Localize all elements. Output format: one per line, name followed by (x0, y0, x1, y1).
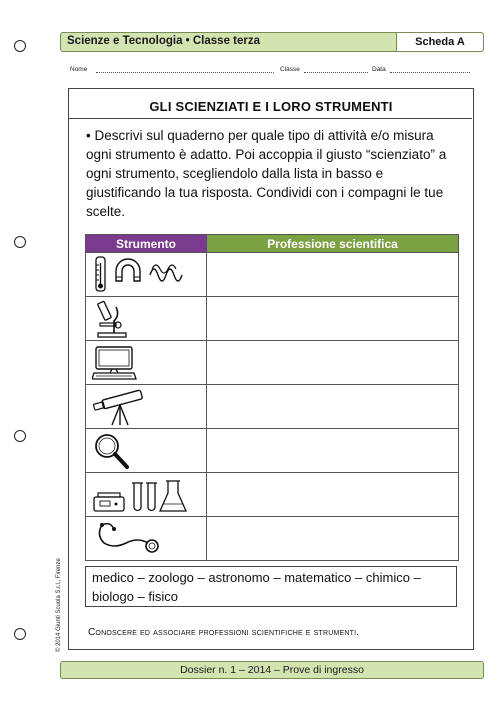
data-field[interactable] (390, 72, 470, 73)
competence-note: Conoscere ed associare professioni scientifiche e strumenti. (88, 627, 360, 638)
binder-hole-3 (14, 430, 26, 442)
instrument-cell (86, 297, 207, 341)
profession-answer-cell[interactable] (207, 473, 459, 517)
binder-hole-1 (14, 40, 26, 52)
telescope-icon (92, 387, 148, 427)
table-row (86, 341, 459, 385)
instrument-cell (86, 253, 207, 297)
worksheet-title: GLI SCIENZIATI E I LORO STRUMENTI (149, 99, 393, 114)
table-row (86, 473, 459, 517)
magnifying-glass-icon (92, 431, 132, 471)
table-header-row (86, 235, 459, 253)
profession-answer-cell[interactable] (207, 517, 459, 561)
computer-icon (92, 343, 138, 383)
binder-hole-2 (14, 236, 26, 248)
thermometer-magnet-spring-icon (92, 255, 192, 295)
profession-answer-cell[interactable] (207, 253, 459, 297)
table-row (86, 253, 459, 297)
page-header (60, 32, 484, 52)
title-divider (68, 118, 472, 119)
classe-field[interactable] (304, 72, 368, 73)
instrument-cell (86, 341, 207, 385)
profession-answer-cell[interactable] (207, 385, 459, 429)
instrument-cell (86, 385, 207, 429)
instrument-cell (86, 429, 207, 473)
instrument-cell (86, 517, 207, 561)
data-label: Data (372, 66, 386, 73)
instructions-text: • Descrivi sul quaderno per quale tipo di attività e/o misura ogni strumento è adatto. Poi accoppia il giusto “scienziato” a ogni strumento, scegliendolo dalla lista in basso e giustificando la tua risposta. Condividi con i compagni le tue scelte. (86, 128, 447, 219)
profession-answer-cell[interactable] (207, 341, 459, 385)
subject-label: Scienze e Tecnologia • Classe terza (67, 35, 261, 47)
instrument-cell (86, 473, 207, 517)
instrument-table (85, 234, 459, 561)
classe-label: Classe (280, 66, 300, 73)
nome-field[interactable] (96, 72, 274, 73)
profession-answer-cell[interactable] (207, 297, 459, 341)
binder-hole-4 (14, 628, 26, 640)
column-header-strumento: Strumento (86, 235, 207, 253)
copyright-notice: © 2014 Giunti Scuola S.r.l., Firenze (56, 558, 62, 652)
scale-test-tubes-flask-icon (92, 475, 192, 515)
table-row (86, 297, 459, 341)
profession-word-list: medico – zoologo – astronomo – matematico – chimico – biologo – fisico (85, 566, 457, 607)
nome-label: Nome (70, 66, 88, 73)
scheda-label: Scheda A (396, 33, 483, 51)
page-footer: Dossier n. 1 – 2014 – Prove di ingresso (60, 661, 484, 679)
table-row (86, 517, 459, 561)
column-header-professione: Professione scientifica (207, 235, 459, 253)
profession-answer-cell[interactable] (207, 429, 459, 473)
microscope-icon (92, 299, 132, 339)
table-row (86, 385, 459, 429)
stethoscope-icon (92, 519, 162, 559)
table-row (86, 429, 459, 473)
